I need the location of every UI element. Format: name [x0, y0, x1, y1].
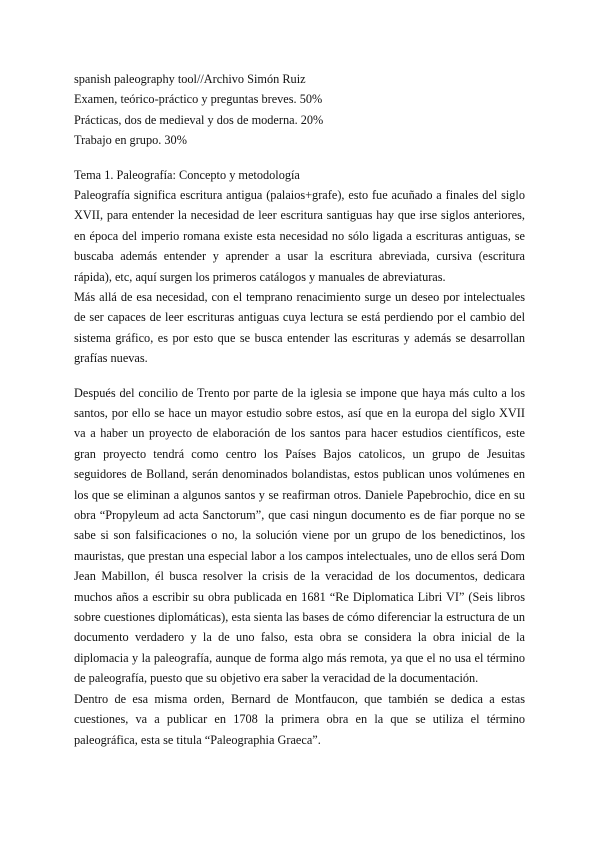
- paragraph-trento: Después del concilio de Trento por parte de la iglesia se impone que haya más culto a los santos, por ello se hace un mayor estudio sobre estos, así que en la europa del siglo XVII va a haber un proyecto de elaboración de los santos para hacer estudios científicos, este gran proyecto tendrá como centro los Países Bajos catolicos, un grupo de Jesuitas seguidores de Bolland, serán denominados bolandistas, estos publican unos volúmenes en los que se eliminan a algunos santos y se reafirman otros. Daniele Papebrochio, dice en su obra “Propyleum ad acta Sanctorum”, que casi ningun documento es de fiar porque no se sabe si son falsificaciones o no, la solución viene por un grupo de los benedictinos, los mauristas, que prestan una especial labor a los campos intelectuales, uno de ellos será Dom Jean Mabillon, él busca resolver la crisis de la veracidad de los documentos, dedicara muchos años a escribir su obra publicada en 1681 “Re Diplomatica Libri VI” (Seis libros sobre cuestiones diplomáticas), esta sienta las bases de cómo diferenciar la estructura de un documento verdadero y la de uno falso, esta obra se considera la obra inicial de la diplomacia y la paleografía, aunque de forma algo más remota, ya que el no usa el término de paleografía, puesto que su objetivo era saber la veracidad de la documentación.: [74, 385, 525, 686]
- header-line-practices: Prácticas, dos de medieval y dos de moderna. 20%: [74, 112, 324, 127]
- spacer: [74, 151, 525, 165]
- header-line-group-work: Trabajo en grupo. 30%: [74, 133, 187, 148]
- paragraph-definition: Paleografía significa escritura antigua (palaios+grafe), esto fue acuñado a finales del siglo XVII, para entender la necesidad de leer escritura santiguas hay que irse siglos anteriores, en época del imperio romana existe esta necesidad no sólo ligada a escrituras antiguas, se buscaba además entender y aprender a usar la escritura abreviada, cursiva (escritura rápida), etc, aquí surgen los primeros catálogos y manuales de abreviaturas.: [74, 187, 525, 284]
- paragraph-renaissance: Más allá de esa necesidad, con el temprano renacimiento surge un deseo por intelectuales de ser capaces de leer escrituras antiguas cuya lectura se está perdiendo por el cambio del sistema gráfico, es por esto que se busca entender las escrituras y además se desarrollan grafías nuevas.: [74, 289, 525, 366]
- course-header: [74, 69, 525, 151]
- paragraph-montfaucon: Dentro de esa misma orden, Bernard de Montfaucon, que también se dedica a estas cuestiones, va a publicar en 1708 la primera obra en la que se utiliza el término paleográfica, esta se titula “Paleographia Graeca”.: [74, 691, 525, 747]
- header-line-exam: Examen, teórico-práctico y preguntas breves. 50%: [74, 92, 323, 107]
- section-title: Tema 1. Paleografía: Concepto y metodología: [74, 167, 300, 182]
- header-line-source: spanish paleography tool//Archivo Simón Ruiz: [74, 72, 306, 86]
- document-body: [74, 69, 525, 750]
- spacer: [74, 369, 525, 383]
